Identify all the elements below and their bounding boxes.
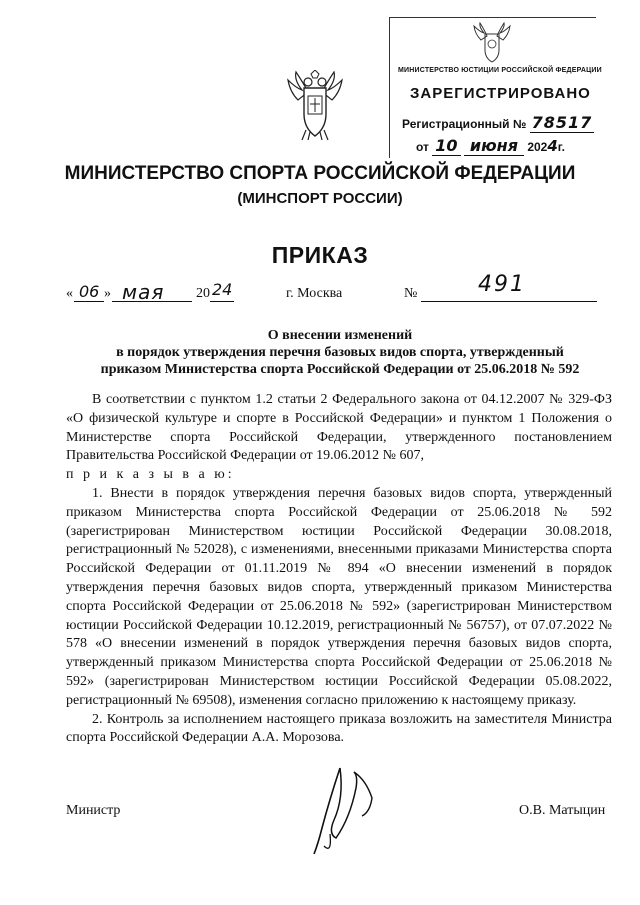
number-label: № (404, 286, 418, 301)
document-title (70, 327, 610, 378)
clause-1-paragraph: 1. Внести в порядок утверждения перечня базовых видов спорта, утвержденный приказом Министерства спорта Российской Федерации от 25.06.2018 № 592 (зарегистрирован Министерством юстиции Российской Федерации 30.08.2018, регистрационный № 52028), с изменениями, внесенными приказами Министерства спорта Российской Федерации от 01.11.2019 № 894 «О внесении изменений в порядок утверждения перечня базовых видов спорта, утвержденный приказом Министерства спорта Российской Федерации от 25.06.2018 № 592» (зарегистрирован Министерством юстиции Российской Федерации 10.12.2019, регистрационный № 56757), от 07.07.2022 № 578 «О внесении изменений в порядок утверждения перечня базовых видов спорта, утвержденный приказом Министерства спорта Российской Федерации от 25.06.2018 № 592» (зарегистрирован Министерством юстиции Российской Федерации 05.08.2022, регистрационный № 69508), изменения согласно приложению к настоящему приказу. (66, 485, 612, 708)
date-day-line (74, 301, 104, 302)
signature-position: Министр (66, 803, 121, 818)
ministry-title: МИНИСТЕРСТВО СПОРТА РОССИЙСКОЙ ФЕДЕРАЦИИ (64, 163, 576, 184)
coat-of-arms-emblem (286, 70, 344, 142)
date-year-line (210, 301, 234, 302)
document-body (66, 391, 612, 748)
stamp-date-year-suffix: 4 (547, 137, 558, 155)
stamp-registered-text: ЗАРЕГИСТРИРОВАНО (410, 85, 591, 102)
date-year-suffix: 24 (212, 280, 233, 299)
date-month-line (112, 301, 192, 302)
document-title-line-2: в порядок утверждения перечня базовых видов спорта, утвержденный (116, 345, 564, 360)
stamp-date-day: 10 (432, 136, 460, 156)
city: г. Москва (286, 286, 343, 301)
stamp-reg-value: 78517 (531, 113, 593, 132)
clause-2-paragraph: 2. Контроль за исполнением настоящего приказа возложить на заместителя Министра спорта Российской Федерации А.А. Морозова. (66, 711, 612, 746)
stamp-date-prefix: от (416, 140, 429, 154)
date-open-quote: « (66, 286, 73, 301)
document-title-line-1: О внесении изменений (267, 328, 413, 343)
date-day: 06 (79, 282, 100, 301)
handwritten-signature (300, 758, 390, 858)
signature-name: О.В. Матыцин (519, 803, 606, 818)
preamble-paragraph: В соответствии с пунктом 1.2 статьи 2 Федерального закона от 04.12.2007 № 329-ФЗ «О физической культуре и спорте в Российской Федерации» и пунктом 1 Положения о Министерстве спорта Российской Федерации, утвержденного постановлением Правительства Российской Федерации от 19.06.2012 № 607, (66, 392, 612, 464)
stamp-ministry-text: МИНИСТЕРСТВО ЮСТИЦИИ РОССИЙСКОЙ ФЕДЕРАЦИИ (398, 67, 602, 74)
date-close-quote: » (104, 286, 111, 301)
stamp-date-year-prefix: 202 (527, 140, 548, 154)
registration-stamp (389, 17, 602, 158)
order-number: 491 (478, 272, 526, 297)
prikazyvayu-text: п р и к а з ы в а ю: (66, 467, 235, 483)
stamp-emblem (473, 22, 511, 64)
stamp-reg-label: Регистрационный № (402, 117, 527, 131)
stamp-date-suffix: г. (557, 140, 565, 154)
number-line (421, 301, 597, 302)
stamp-reg-number (402, 113, 594, 132)
date-month: мая (122, 280, 165, 304)
ministry-short-title: (МИНСПОРТ РОССИИ) (237, 190, 403, 207)
date-year-prefix: 20 (196, 286, 210, 301)
document-title-line-3: приказом Министерства спорта Российской Федерации от 25.06.2018 № 592 (100, 362, 580, 377)
stamp-date-month: июня (464, 136, 524, 156)
doc-type-title: ПРИКАЗ (271, 242, 369, 268)
stamp-date (416, 136, 565, 155)
